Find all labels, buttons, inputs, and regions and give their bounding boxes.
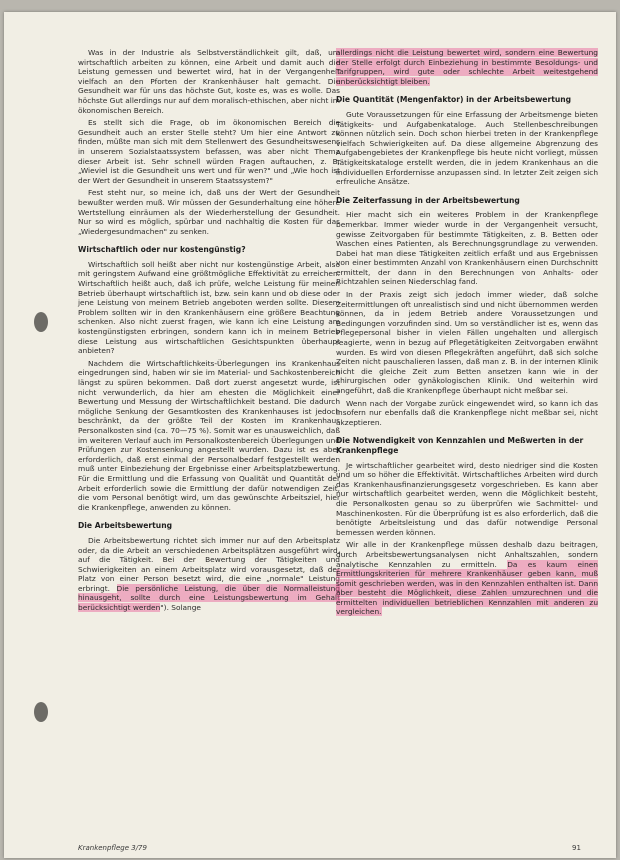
section-heading: Die Quantität (Mengenfaktor) in der Arbeitsbewertung [336, 95, 572, 105]
text-run: Die Arbeitsbewertung richtet sich immer nur auf den Arbeitsplatz oder, da die Arbeit an verschiedenen Arbeitsplätzen ausgeführt wird, auf die Tätigkeit. Bei der Bewertung der Tätigkeiten und Schwierigkeiten an einem Arbeitsplatz wird vorausgesetzt, daß der Platz von einer Person besetzt wird, die eine „normale" Leistung erbringt. [78, 535, 340, 593]
paragraph: Fest steht nur, so meine ich, daß uns der Wert der Gesundheit bewußter werden muß. Wir müssen der Gesunderhaltung eine höhere Wertstellung einräumen als der Wiederherstellung der Gesundheit. Nur so wird es möglich, spürbar und nachhaltig die Kosten für das „Wiedergesundmachen" zu senken. [78, 188, 340, 236]
left-column [78, 48, 340, 616]
paragraph: Was in der Industrie als Selbstverständlichkeit gilt, daß, um wirtschaftlich arbeiten zu können, eine Arbeit und damit auch die Leistung gemessen und bewertet wird, hat in der Vergangenheit vielfach an den Pforten der Krankenhäuser halt gemacht. Die Gesundheit war für uns das höchste Gut, koste es, was es wolle. Das höchste Gut allerdings nur auf dem moralisch-ethischen, aber nicht im ökonomischen Bereich. [78, 48, 340, 115]
highlighted-text: Die persönliche Leistung, die über die Normalleistung hinausgeht, sollte durch eine Leistungsbewertung im Gehalt berücksichtigt werden [78, 583, 340, 613]
text-run: "). Solange [160, 603, 201, 613]
paragraph: In der Praxis zeigt sich jedoch immer wieder, daß solche Zeitermittlungen oft unrealistisch sind und nicht übernommen werden können, da in jedem Betrieb andere Voraussetzungen und Bedingungen vorzufinden sind. Um so verständlicher ist es, wenn das Pflegepersonal bisher in vielen Fällen ungehalten und allergisch reagierte, wenn in bezug auf Pflegetätigkeiten Zeitvorgaben erwähnt wurden. Es wird von diesen Pflegekräften angeführt, daß sich solche Zeiten nicht pauschalieren lassen, daß man z. B. in der internen Klinik nicht die gleiche Zeit zum Betten ansetzen kann wie in der chirurgischen oder gynäkologischen Klinik. Und weiterhin wird angeführt, daß die Krankenpflege überhaupt nicht meßbar sei. [336, 290, 598, 395]
paragraph: Gute Voraussetzungen für eine Erfassung der Arbeitsmenge bieten Tätigkeits- und Aufgabenkataloge. Auch Stellenbeschreibungen können nützlich sein. Doch schon hierbei treten in der Krankenpflege vielfach Schwierigkeiten auf. Da diese allgemeine Abgrenzung des Aufgabengebietes der Krankenpflege bis heute nicht vorliegt, müssen Tätigkeitskataloge erstellt werden, die in jedem Krankenhaus an die individuellen Erfordernisse anzupassen sind. In letzter Zeit zeigen sich erfreuliche Ansätze. [336, 109, 598, 187]
punch-hole [34, 702, 48, 722]
punch-hole [34, 312, 48, 332]
paragraph [336, 48, 598, 86]
page-number: 91 [572, 844, 581, 852]
section-heading: Wirtschaftlich oder nur kostengünstig? [78, 245, 246, 255]
document-page [4, 12, 616, 858]
text-run: Wir alle in der Krankenpflege müssen deshalb dazu beitragen, durch Arbeitsbewertungsanalysen nicht Anhaltszahlen, sondern analytische Kennzahlen zu ermitteln. [336, 540, 598, 569]
highlighted-text: Da es kaum einen Ermittlungskriterien für mehrere Krankenhäuser geben kann, muß somit geschrieben werden, was in den Kennzahlen enthalten ist. Dann aber besteht die Möglichkeit, diese Zahlen umzurechnen und die ermittelten individuellen betrieblichen Kennzahlen mit anderen zu vergleichen. [336, 559, 598, 617]
paragraph [336, 540, 598, 617]
paragraph: Hier macht sich ein weiteres Problem in der Krankenpflege bemerkbar. Immer wieder wurde in der Vergangenheit versucht, gewisse Zeitvorgaben für bestimmte Tätigkeiten, z. B. Betten oder Waschen eines Patienten, als Berechnungsgrundlage zu verwenden. Dabei hat man diese Tätigkeiten zeitlich erfaßt und aus Ergebnissen von einer bestimmten Anzahl von Krankenhäusern einen Durchschnitt ermittelt, der dann in den Berechnungen von Anhalts- oder Richtzahlen seinen Niederschlag fand. [336, 210, 598, 287]
paragraph: Nachdem die Wirtschaftlichkeits-Überlegungen ins Krankenhaus eingedrungen sind, haben wir sie im Material- und Sachkostenbereich längst zu spüren bekommen. Daß dort zuerst angesetzt wurde, ist nicht verwunderlich, da hier am ehesten die Möglichkeit einer Bewertung und Messung der Wirtschaftlichkeit bestand. Die dadurch mögliche Senkung der Gesamtkosten des Krankenhauses ist jedoch beschränkt, da der größte Teil der Kosten im Krankenhaus Personalkosten sind (ca. 70—75 %). Somit war es unausweichlich, daß im weiteren Verlauf auch im Personalkostenbereich Überlegungen und Prüfungen zur Kostensenkung angestellt wurden. Dazu ist es aber erforderlich, daß erst einmal der Personalbedarf festgestellt werden muß unter Einbeziehung der Ergebnisse einer Arbeitsplatzbewertung. Für die Ermittlung und die Erfassung von Qualität und Quantität der Arbeit erforderlich sowie die Ermittlung der dafür notwendigen Zeit, die vom Personal benötigt wird, um das gewünschte Arbeitsziel, hier die Krankenpflege, anwenden zu können. [78, 358, 340, 512]
section-heading: Die Zeiterfassung in der Arbeitsbewertung [336, 195, 520, 205]
section-heading: Die Notwendigkeit von Kennzahlen und Meßwerten in der Krankenpflege [336, 436, 584, 455]
paragraph [78, 536, 340, 613]
paragraph: Wenn nach der Vorgabe zurück eingewendet wird, so kann ich das insofern nur ebenfalls daß die Krankenpflege nicht meßbar sei, nicht akzeptieren. [336, 398, 598, 427]
paragraph: Es stellt sich die Frage, ob im ökonomischen Bereich die Gesundheit auch an erster Stelle steht? Um hier eine Antwort zu finden, müßte man sich mit dem Stellenwert des Gesundheitswesens in unserem Sozialstaatssystem befassen, was aber nicht Thema dieser Arbeit ist. Sehr schnell würden Fragen auftauchen, z. B. „Wieviel ist die Gesundheit uns wert und für wen?" und „Wie hoch ist der Wert der Gesundheit in unserem Staatssystem?" [78, 118, 340, 185]
right-column [336, 48, 598, 620]
paragraph: Je wirtschaftlicher gearbeitet wird, desto niedriger sind die Kosten und um so höher die Effektivität. Wirtschaftliches Arbeiten wird durch das Krankenhausfinanzierungsgesetz vorgeschrieben. Es kann aber nur wirtschaftlich gearbeitet werden, wenn die Möglichkeit besteht, die Personalkosten genau so zu überprüfen wie Sachmittel- und Maschinenkosten. Für die Überprüfung ist es also erforderlich, daß die benötigte Arbeitsleistung und das dafür notwendige Personal bemessen werden können. [336, 460, 598, 537]
highlighted-text: allerdings nicht die Leistung bewertet wird, sondern eine Bewertung der Stelle erfolgt durch Einbeziehung in bestimmte Besoldungs- und Tarifgruppen, wird gute oder schlechte Arbeit weitestgehend unberücksichtigt bleiben. [336, 48, 598, 86]
paragraph: Wirtschaftlich soll heißt aber nicht nur kostengünstige Arbeit, also mit geringstem Aufwand eine größtmögliche Effektivität zu erreichen. Wirtschaftlich heißt auch, daß ich prüfe, welche Leistung für meinen Betrieb überhaupt wirtschaftlich ist, bzw. sein kann und ob diese oder jene Leistung von meinem Betrieb angeboten werden sollte. Diesem Problem sollten wir in den Krankenhäusern eine größere Beachtung schenken. Also nicht zuerst fragen, wie kann ich eine Leistung am kostengünstigsten erbringen, sondern kann ich in meinem Betrieb diese Leistung aus wirtschaftlichen Gesichtspunkten überhaupt anbieten? [78, 259, 340, 356]
journal-footer: Krankenpflege 3/79 [78, 844, 147, 852]
section-heading: Die Arbeitsbewertung [78, 521, 173, 531]
